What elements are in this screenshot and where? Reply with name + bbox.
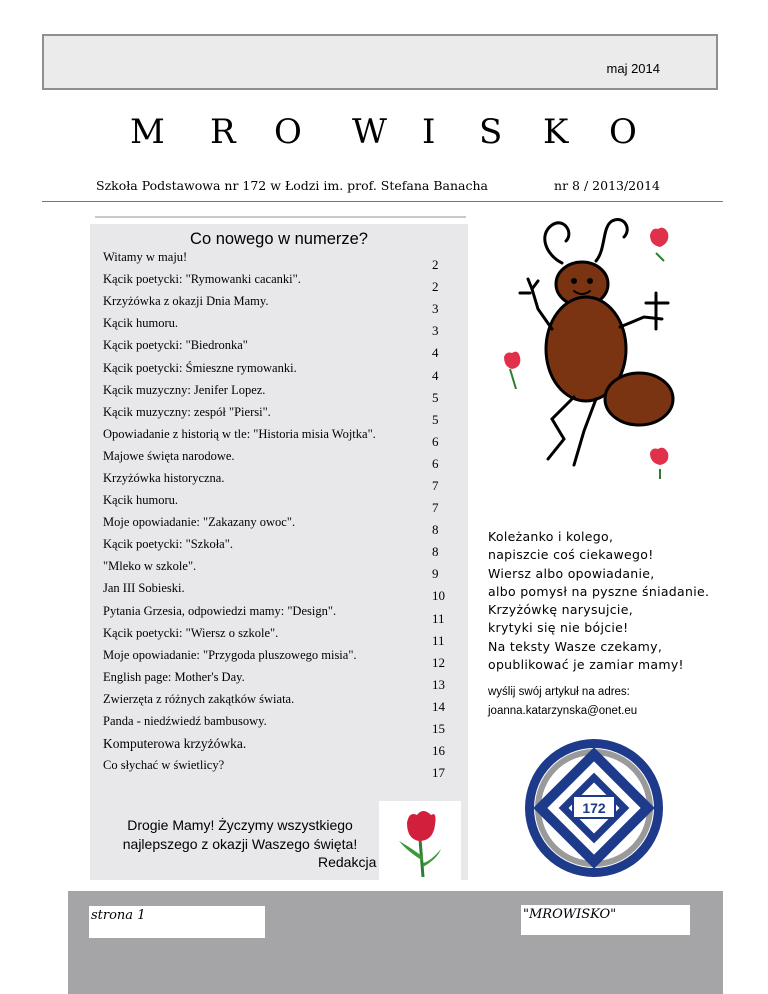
issue-number: nr 8 / 2013/2014 <box>554 178 660 193</box>
toc-entry-page: 5 <box>432 412 439 427</box>
toc-entry-title: Kącik muzyczny: Jenifer Lopez. <box>103 383 266 397</box>
header-divider <box>42 201 723 202</box>
contact-email[interactable]: joanna.katarzynska@onet.eu <box>488 705 638 717</box>
masthead <box>0 112 768 152</box>
toc-entry-page: 11 <box>432 633 445 648</box>
masthead-letter: S <box>479 112 503 152</box>
contact-label: wyślij swój artykuł na adres: <box>488 686 630 698</box>
toc-entry-title: Krzyżówka historyczna. <box>103 471 225 485</box>
toc-entry-title: Pytania Grzesia, odpowiedzi mamy: "Design". <box>103 604 337 618</box>
toc-entry-page: 7 <box>432 478 439 493</box>
poem-line: albo pomysł na pyszne śniadanie. <box>488 583 710 599</box>
poem-line: Krzyżówkę narysujcie, <box>488 602 633 618</box>
toc-entry-title: Kącik muzyczny: zespół "Piersi". <box>103 405 271 419</box>
toc-entry-page: 2 <box>432 279 439 294</box>
toc-entry-title: English page: Mother's Day. <box>103 670 245 684</box>
toc-title: Co nowego w numerze? <box>190 230 368 248</box>
invitation-poem <box>488 528 709 674</box>
toc-entry-title: Majowe święta narodowe. <box>103 449 235 463</box>
toc-entry-title: Kącik humoru. <box>103 493 178 507</box>
toc-entry-title: Kącik poetycki: Śmieszne rymowanki. <box>103 361 297 375</box>
toc-entry-page: 2 <box>432 257 439 272</box>
toc-entry-page: 13 <box>432 677 445 692</box>
page-number-label: strona 1 <box>89 906 265 938</box>
toc-entry-title: Kącik poetycki: "Wiersz o szkole". <box>103 626 279 640</box>
masthead-letter: I <box>422 112 436 152</box>
tulip-icon <box>379 801 461 881</box>
toc-entry-page: 4 <box>432 345 439 360</box>
masthead-letter: R <box>210 112 236 152</box>
toc-entry-page: 6 <box>432 434 439 449</box>
toc-entry-page: 8 <box>432 522 439 537</box>
mothers-day-wish <box>118 816 362 854</box>
poem-line: opublikować je zamiar mamy! <box>488 657 684 673</box>
toc-entry-title: Kącik humoru. <box>103 316 178 330</box>
wish-line: najlepszego z okazji Waszego święta! <box>122 836 358 852</box>
masthead-letter: K <box>543 112 569 152</box>
toc-entry-title: Jan III Sobieski. <box>103 581 185 595</box>
toc-entry-page: 10 <box>432 588 445 603</box>
toc-entry-title: Opowiadanie z historią w tle: "Historia misia Wojtka". <box>103 427 376 441</box>
masthead-letter: O <box>274 112 302 152</box>
toc-entry-page: 3 <box>432 323 439 338</box>
poem-line: Na teksty Wasze czekamy, <box>488 638 663 654</box>
toc-entry-page: 12 <box>432 655 445 670</box>
poem-line: krytyki się nie bójcie! <box>488 620 629 636</box>
toc-entry-title: Kącik poetycki: "Szkoła". <box>103 537 233 551</box>
poem-line: napiszcie coś ciekawego! <box>488 547 654 563</box>
header-bar <box>42 34 718 90</box>
poem-line: Koleżanko i kolego, <box>488 529 614 544</box>
toc-entry-page: 16 <box>432 743 445 758</box>
wish-signature: Redakcja <box>318 854 377 870</box>
footer-title: "MROWISKO" <box>521 905 690 935</box>
logo-number: 172 <box>582 800 606 816</box>
toc-entry-page: 3 <box>432 301 439 316</box>
toc-entry-title: Moje opowiadanie: "Zakazany owoc". <box>103 515 296 529</box>
toc-entry-title: Krzyżówka z okazji Dnia Mamy. <box>103 294 269 308</box>
toc-entry-page: 6 <box>432 456 439 471</box>
toc-entry-title: Panda - niedźwiedź bambusowy. <box>103 714 267 728</box>
toc-entry-page: 8 <box>432 544 439 559</box>
masthead-letter: W <box>352 112 387 152</box>
masthead-letter: O <box>609 112 637 152</box>
toc-top-rule <box>95 216 466 218</box>
toc-entry-title: Kącik poetycki: "Biedronka" <box>103 338 248 352</box>
toc-entry-title: "Mleko w szkole". <box>103 559 197 573</box>
school-name: Szkoła Podstawowa nr 172 w Łodzi im. prof. Stefana Banacha <box>96 178 488 193</box>
toc-entry-title: Moje opowiadanie: "Przygoda pluszowego misia". <box>103 648 357 662</box>
masthead-letter: M <box>130 112 165 152</box>
toc-entry-page: 5 <box>432 390 439 405</box>
toc-entry-page: 7 <box>432 500 439 515</box>
contact-info <box>488 683 637 721</box>
toc-entry-page: 17 <box>432 765 445 780</box>
issue-date: maj 2014 <box>606 61 660 76</box>
toc-entry-page: 9 <box>432 566 439 581</box>
wish-line: Drogie Mamy! Życzymy wszystkiego <box>127 817 353 833</box>
poem-line: Wiersz albo opowiadanie, <box>488 565 655 581</box>
toc-entry-page: 11 <box>432 611 445 626</box>
toc-entry-title: Kącik poetycki: "Rymowanki cacanki". <box>103 272 301 286</box>
toc-entry-title: Witamy w maju! <box>103 250 188 264</box>
toc-entry-page: 15 <box>432 721 445 736</box>
toc-entry-title: Zwierzęta z różnych zakątków świata. <box>103 692 295 706</box>
ant-illustration <box>474 209 701 479</box>
toc-entry-title: Komputerowa krzyżówka. <box>103 736 247 751</box>
toc-entry-title: Co słychać w świetlicy? <box>103 758 225 772</box>
toc-entry-page: 14 <box>432 699 445 714</box>
school-logo <box>523 737 665 879</box>
toc-entry-page: 4 <box>432 368 439 383</box>
